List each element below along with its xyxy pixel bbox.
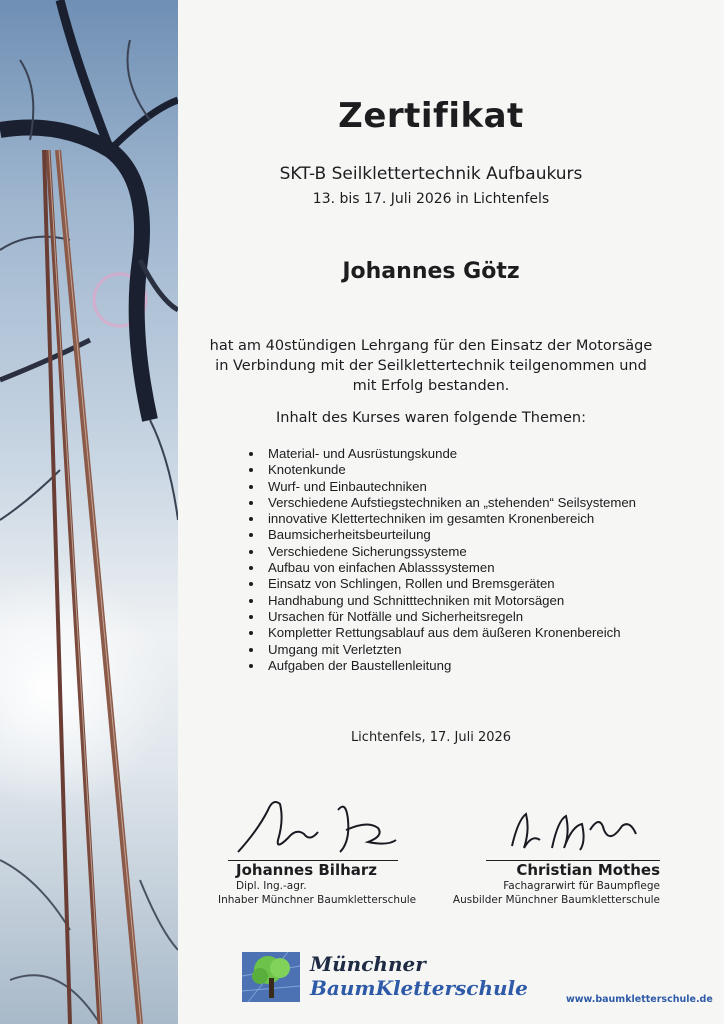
handwritten-signature-right <box>440 790 660 860</box>
topic-item: • Aufbau von einfachen Ablasssystemen <box>264 560 636 576</box>
logo-line1: Münchner <box>310 952 426 976</box>
topic-item: • Knotenkunde <box>264 462 636 478</box>
topic-item: • Wurf- und Einbautechniken <box>264 479 636 495</box>
topics-list <box>244 446 636 674</box>
tree-photo-strip <box>0 0 178 1024</box>
tree-rope-illustration <box>0 0 178 1024</box>
course-name: SKT-B Seilklettertechnik Aufbaukurs <box>279 164 583 184</box>
certificate-content <box>178 0 724 1024</box>
course-dates: 13. bis 17. Juli 2026 in Lichtenfels <box>312 191 550 207</box>
topic-item: • innovative Klettertechniken im gesamten Kronenbereich <box>264 511 636 527</box>
signatory-name: Johannes Bilharz <box>236 861 378 879</box>
topic-item: • Handhabung und Schnitttechniken mit Motorsägen <box>264 593 636 609</box>
signatory-role: Inhaber Münchner Baumkletterschule <box>218 894 417 906</box>
school-logo <box>238 946 528 1006</box>
topic-item: • Verschiedene Aufstiegstechniken an „stehenden“ Seilsystemen <box>264 495 636 511</box>
signatory-title: Fachagrarwirt für Baumpflege <box>503 880 660 892</box>
handwritten-signature-left <box>218 790 418 860</box>
logo-line2: BaumKletterschule <box>310 976 528 1000</box>
signatory-name: Christian Mothes <box>516 861 660 879</box>
topic-item: • Material- und Ausrüstungskunde <box>264 446 636 462</box>
topic-item: • Umgang mit Verletzten <box>264 642 636 658</box>
topic-item: • Baumsicherheitsbeurteilung <box>264 527 636 543</box>
signature-block-right <box>440 790 660 907</box>
place-date: Lichtenfels, 17. Juli 2026 <box>350 730 512 745</box>
signature-block-left <box>218 790 428 907</box>
topic-item: • Verschiedene Sicherungssysteme <box>264 544 636 560</box>
signatory-title: Dipl. Ing.-agr. <box>236 880 307 892</box>
topic-item: • Aufgaben der Baustellenleitung <box>264 658 636 674</box>
certificate-title: Zertifikat <box>338 96 524 136</box>
topic-item: • Ursachen für Notfälle und Sicherheitsregeln <box>264 609 636 625</box>
topics-heading: Inhalt des Kurses waren folgende Themen: <box>276 410 586 426</box>
topic-item: • Einsatz von Schlingen, Rollen und Bremsgeräten <box>264 576 636 592</box>
signatory-role: Ausbilder Münchner Baumkletterschule <box>452 894 660 906</box>
topic-item: • Kompletter Rettungsablauf aus dem äußeren Kronenbereich <box>264 625 636 641</box>
participant-name: Johannes Götz <box>342 259 520 284</box>
website-link[interactable]: www.baumkletterschule.de <box>566 994 713 1005</box>
tree-logo-icon <box>238 946 304 1006</box>
completion-statement: hat am 40stündigen Lehrgang für den Einsatz der Motorsäge in Verbindung mit der Seilklettertechnik teilgenommen und mit Erfolg bestanden. <box>209 338 653 394</box>
